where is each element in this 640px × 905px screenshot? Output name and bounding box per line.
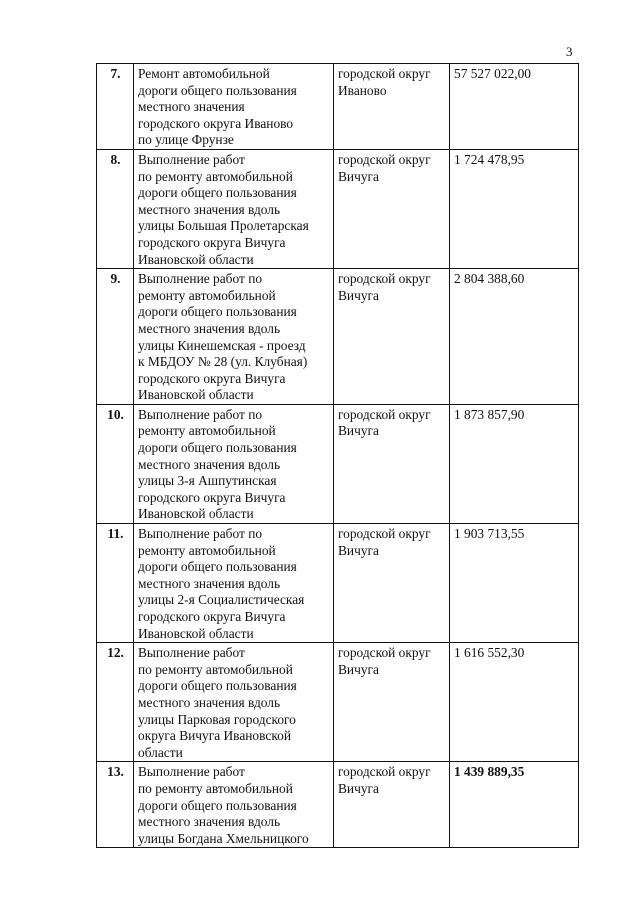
beneficiary-cell — [334, 762, 450, 848]
description-cell — [134, 404, 334, 523]
description-line: Ивановской области — [138, 387, 254, 403]
beneficiary-cell — [334, 404, 450, 523]
description-line: ремонту автомобильной — [138, 423, 276, 439]
description-line: Выполнение работ — [138, 645, 245, 661]
row-number-cell — [97, 269, 134, 405]
description-line: улицы Богдана Хмельницкого — [138, 830, 309, 846]
amount-cell: 1 724 478,95 — [450, 149, 579, 268]
description-line: дороги общего пользования — [138, 678, 297, 694]
row-number-cell — [97, 404, 134, 523]
description-line: местного значения вдоль — [138, 320, 281, 336]
description-cell — [134, 524, 334, 643]
description-line: округа Вичуга Ивановской — [138, 728, 292, 744]
description-line: Выполнение работ — [138, 151, 245, 167]
amount-cell: 1 439 889,35 — [450, 762, 579, 848]
amount-cell: 1 903 713,55 — [450, 524, 579, 643]
description-cell — [134, 643, 334, 762]
table-row — [97, 64, 579, 150]
description-cell — [134, 149, 334, 268]
row-number: 12. — [107, 645, 124, 661]
beneficiary-line: Вичуга — [338, 168, 379, 184]
row-number: 11. — [107, 526, 124, 542]
beneficiary-cell — [334, 64, 450, 150]
description-line: по улице Фрунзе — [138, 132, 234, 148]
table-row — [97, 643, 579, 762]
description-line: по ремонту автомобильной — [138, 168, 293, 184]
amount-cell: 1 873 857,90 — [450, 404, 579, 523]
description-line: местного значения вдоль — [138, 201, 281, 217]
description-line: местного значения вдоль — [138, 575, 281, 591]
description-line: ремонту автомобильной — [138, 287, 276, 303]
beneficiary-line: Вичуга — [338, 780, 379, 796]
description-line: местного значения — [138, 99, 245, 115]
description-cell — [134, 269, 334, 405]
beneficiary-line: городской округ — [338, 526, 431, 542]
description-line: Ивановской области — [138, 625, 254, 641]
works-table — [96, 63, 579, 848]
table-row — [97, 149, 579, 268]
beneficiary-line: Вичуга — [338, 542, 379, 558]
description-line: улицы Кинешемская - проезд — [138, 337, 306, 353]
row-number: 9. — [110, 271, 121, 287]
description-line: по ремонту автомобильной — [138, 661, 293, 677]
description-line: городского округа Иваново — [138, 115, 294, 131]
description-line: местного значения вдоль — [138, 694, 281, 710]
description-line: к МБДОУ № 28 (ул. Клубная) — [138, 354, 308, 370]
beneficiary-line: городской округ — [338, 645, 431, 661]
description-line: улицы 3-я Ашпутинская — [138, 473, 277, 489]
beneficiary-cell — [334, 269, 450, 405]
row-number-cell — [97, 64, 134, 150]
page-number: 3 — [566, 44, 573, 59]
table-row — [97, 404, 579, 523]
description-line: улицы Парковая городского — [138, 711, 296, 727]
description-line: Выполнение работ по — [138, 526, 263, 542]
description-line: дороги общего пользования — [138, 440, 297, 456]
description-line: дороги общего пользования — [138, 82, 297, 98]
description-line: по ремонту автомобильной — [138, 780, 293, 796]
description-line: городского округа Вичуга — [138, 609, 286, 624]
description-cell — [134, 64, 334, 150]
description-line: дороги общего пользования — [138, 559, 297, 575]
description-line: городского округа Вичуга — [138, 370, 286, 386]
description-line: области — [138, 744, 183, 760]
description-line: дороги общего пользования — [138, 797, 297, 813]
amount-cell: 57 527 022,00 — [450, 64, 579, 150]
description-line: дороги общего пользования — [138, 304, 297, 320]
row-number: 7. — [110, 66, 121, 81]
beneficiary-cell — [334, 524, 450, 643]
description-line: улицы Большая Пролетарская — [138, 218, 309, 234]
description-line: дороги общего пользования — [138, 185, 297, 201]
row-number: 8. — [110, 151, 121, 167]
beneficiary-line: городской округ — [338, 406, 431, 422]
beneficiary-line: городской округ — [338, 764, 431, 780]
beneficiary-line: городской округ — [338, 151, 431, 167]
row-number-cell — [97, 762, 134, 848]
beneficiary-line: городской округ — [338, 66, 431, 81]
row-number: 13. — [107, 764, 124, 780]
description-line: городского округа Вичуга — [138, 234, 286, 250]
description-line: Ивановской области — [138, 251, 254, 267]
amount-cell: 2 804 388,60 — [450, 269, 579, 405]
description-line: Ремонт автомобильной — [138, 66, 270, 81]
beneficiary-cell — [334, 149, 450, 268]
beneficiary-line: Вичуга — [338, 287, 379, 303]
beneficiary-cell — [334, 643, 450, 762]
description-line: городского округа Вичуга — [138, 489, 286, 505]
description-line: местного значения вдоль — [138, 814, 281, 830]
description-line: местного значения вдоль — [138, 456, 281, 472]
beneficiary-line: Иваново — [338, 82, 387, 98]
table-row — [97, 269, 579, 405]
amount-cell: 1 616 552,30 — [450, 643, 579, 762]
description-line: Выполнение работ — [138, 764, 245, 780]
beneficiary-line: Вичуга — [338, 661, 379, 677]
description-line: Выполнение работ по — [138, 406, 263, 422]
row-number: 10. — [107, 406, 124, 422]
beneficiary-line: городской округ — [338, 271, 431, 287]
row-number-cell — [97, 643, 134, 762]
table-row — [97, 524, 579, 643]
row-number-cell — [97, 524, 134, 643]
row-number-cell — [97, 149, 134, 268]
description-line: улицы 2-я Социалистическая — [138, 592, 305, 608]
description-cell — [134, 762, 334, 848]
description-line: Ивановской области — [138, 506, 254, 522]
beneficiary-line: Вичуга — [338, 423, 379, 439]
description-line: ремонту автомобильной — [138, 542, 276, 558]
description-line: Выполнение работ по — [138, 271, 263, 287]
table-row — [97, 762, 579, 848]
